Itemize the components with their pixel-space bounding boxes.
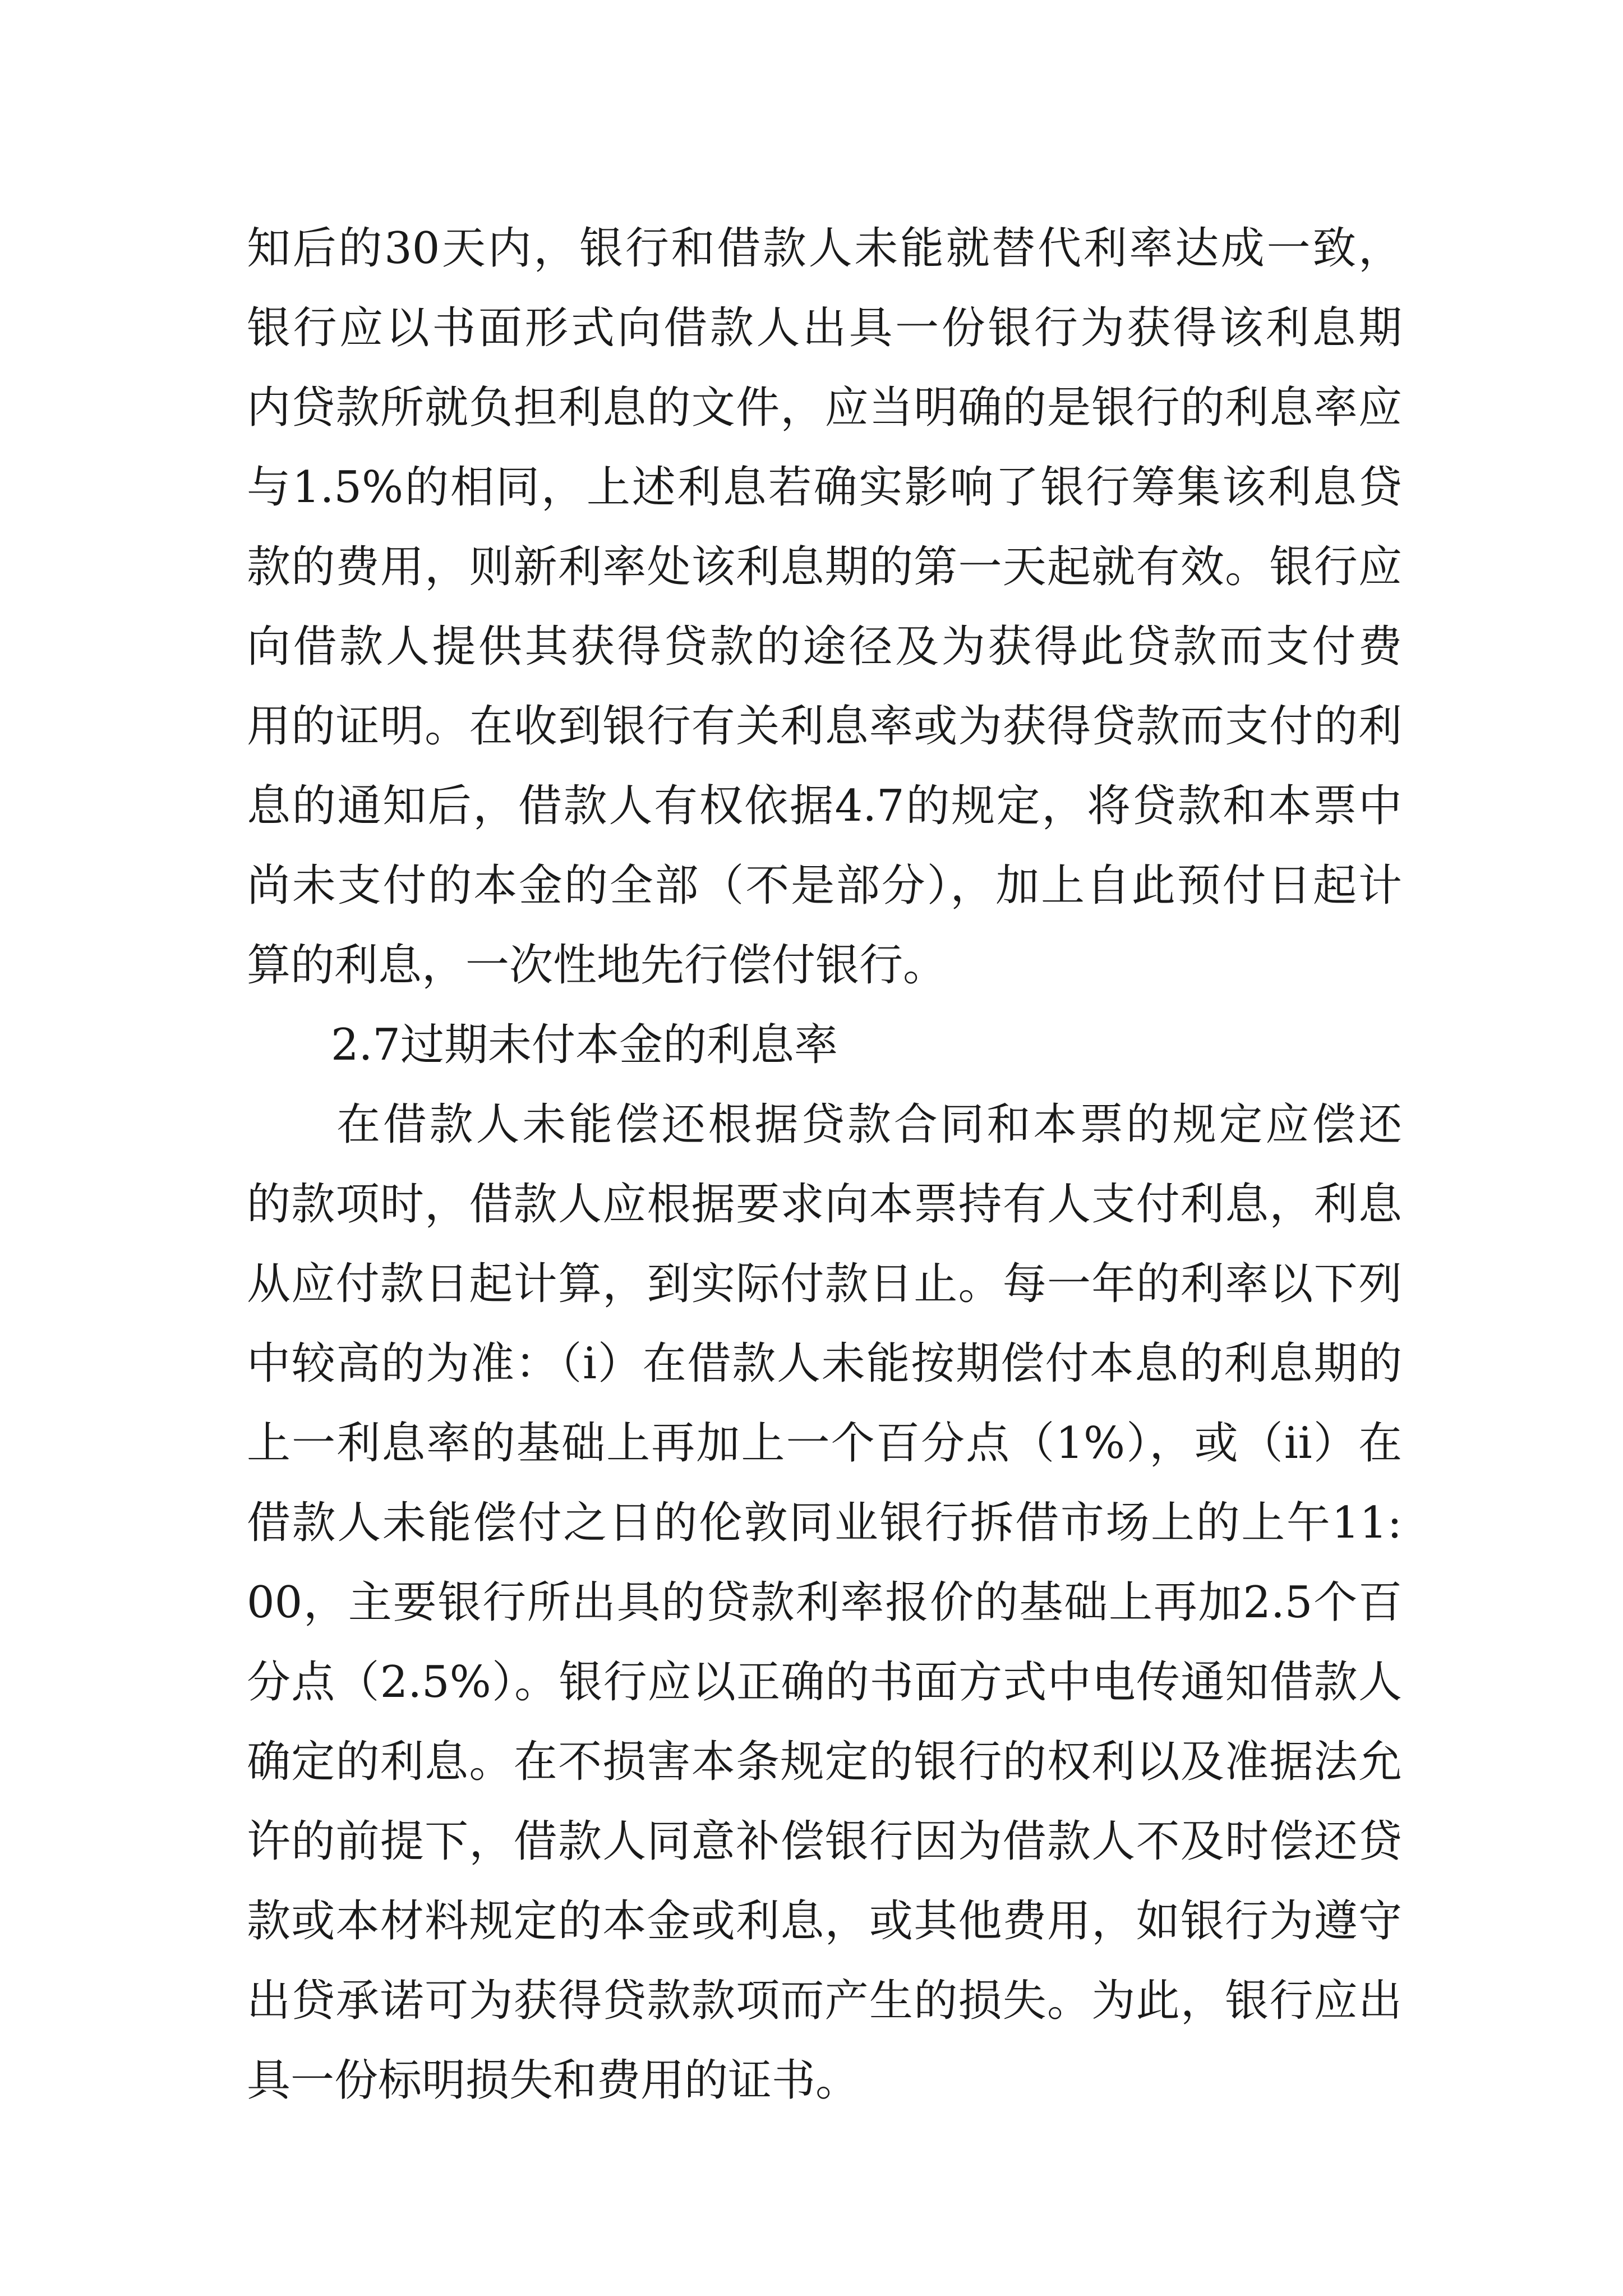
text-line: 出贷承诺可为获得贷款款项而产生的损失。为此，银行应出 [247,1976,1402,2026]
paragraph-continued [247,209,1402,1005]
text-line: 款的费用，则新利率处该利息期的第一天起就有效。银行应 [247,542,1402,592]
text-line: 内贷款所就负担利息的文件，应当明确的是银行的利息率应 [247,383,1402,433]
text-line: 息的通知后，借款人有权依据4.7的规定，将贷款和本票中 [247,781,1402,831]
text-line-last: 算的利息，一次性地先行偿付银行。 [247,940,947,991]
text-line: 分点（2.5%）。银行应以正确的书面方式中电传通知借款人 [247,1657,1402,1708]
text-line: 的款项时，借款人应根据要求向本票持有人支付利息，利息 [247,1179,1402,1230]
text-line: 与1.5%的相同，上述利息若确实影响了银行筹集该利息贷 [247,462,1402,513]
text-line-first: 在借款人未能偿还根据贷款合同和本票的规定应偿还 [336,1099,1402,1150]
text-line: 许的前提下，借款人同意补偿银行因为借款人不及时偿还贷 [247,1816,1402,1867]
text-line: 从应付款日起计算，到实际付款日止。每一年的利率以下列 [247,1259,1402,1309]
text-line: 尚未支付的本金的全部（不是部分），加上自此预付日起计 [247,861,1402,911]
text-line: 知后的30天内，银行和借款人未能就替代利率达成一致， [247,223,1402,274]
paragraph-overdue-interest [247,1085,1402,2120]
text-line: 向借款人提供其获得贷款的途径及为获得此贷款而支付费 [247,622,1402,672]
document-body [247,209,1402,2120]
text-line-last: 具一份标明损失和费用的证书。 [247,2055,860,2106]
text-line: 00，主要银行所出具的贷款利率报价的基础上再加2.5个百 [247,1577,1402,1628]
text-line: 银行应以书面形式向借款人出具一份银行为获得该利息期 [247,303,1402,353]
text-line: 中较高的为准：（i）在借款人未能按期偿付本息的利息期的 [247,1338,1402,1389]
text-line: 上一利息率的基础上再加上一个百分点（1%），或（ii）在 [247,1418,1402,1469]
section-heading: 2.7过期未付本金的利息率 [331,1020,838,1070]
text-line: 借款人未能偿付之日的伦敦同业银行拆借市场上的上午11: [247,1498,1402,1548]
text-line: 款或本材料规定的本金或利息，或其他费用，如银行为遵守 [247,1896,1402,1947]
text-line: 确定的利息。在不损害本条规定的银行的权利以及准据法允 [247,1737,1402,1787]
text-line: 用的证明。在收到银行有关利息率或为获得贷款而支付的利 [247,701,1402,752]
